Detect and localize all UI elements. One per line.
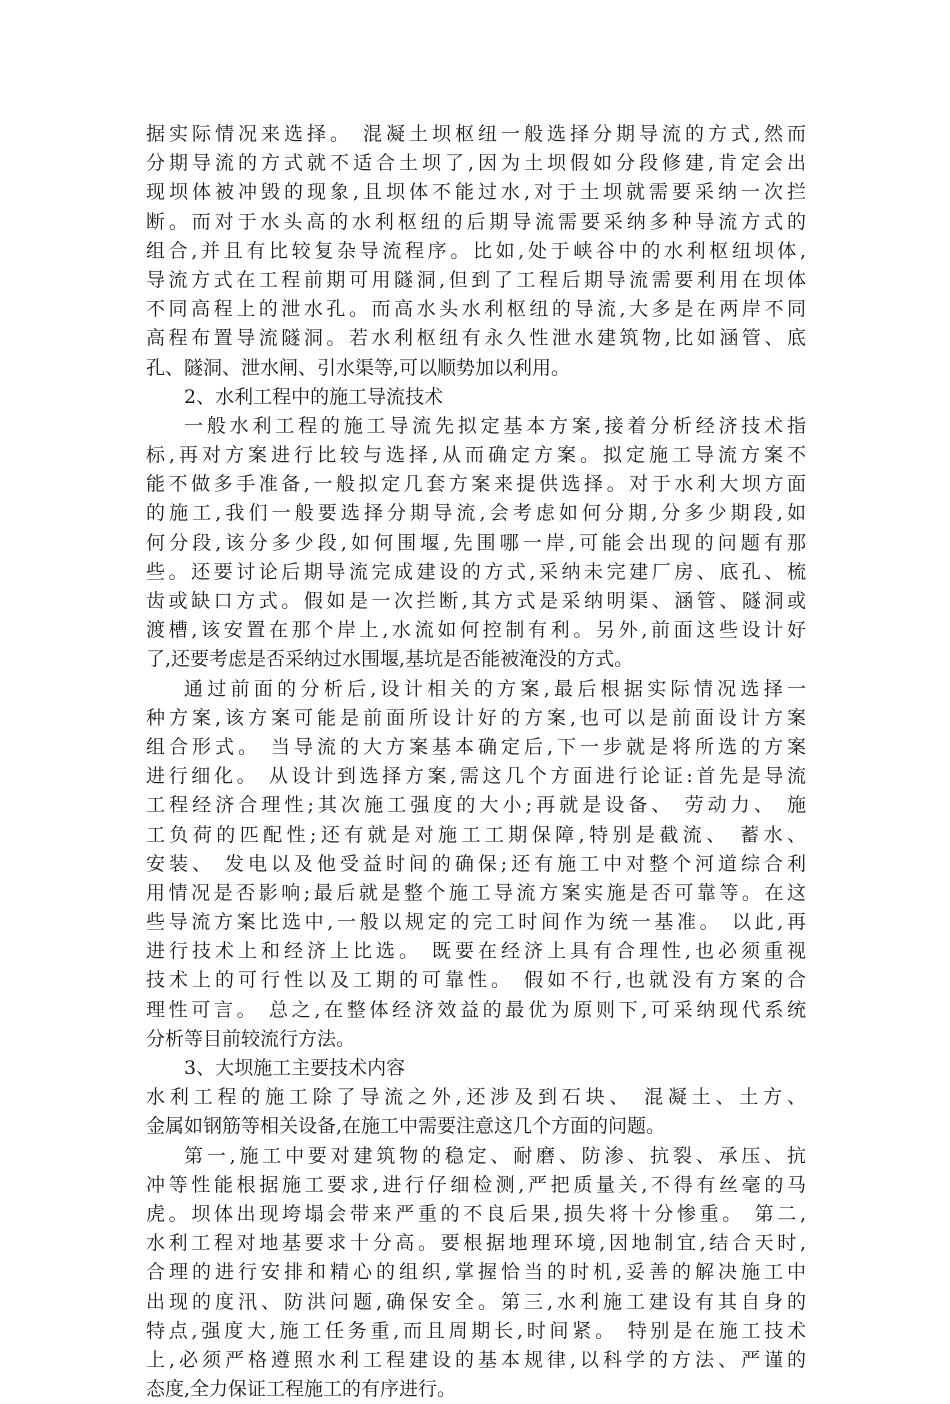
- text-line: 技术上的可行性以及工期的可靠性。 假如不行,也就没有方案的合: [146, 969, 806, 992]
- text-line: 分析等目前较流行方法。: [146, 1027, 356, 1050]
- text-line: 组合形式。 当导流的大方案基本确定后,下一步就是将所选的方案: [146, 735, 806, 758]
- text-line: 进行细化。 从设计到选择方案,需这几个方面进行论证:首先是导流: [146, 765, 806, 788]
- text-line: 工负荷的匹配性;还有就是对施工工期保障,特别是截流、 蓄水、: [146, 823, 806, 846]
- text-line: 能不做多手准备,一般拟定几套方案来提供选择。对于水利大坝方面: [146, 473, 806, 496]
- text-line: 态度,全力保证工程施工的有序进行。: [146, 1378, 457, 1401]
- text-line: 组合,并且有比较复杂导流程序。比如,处于峡谷中的水利枢纽坝体,: [146, 239, 806, 262]
- text-line: 据实际情况来选择。 混凝土坝枢纽一般选择分期导流的方式,然而: [146, 123, 806, 145]
- text-line: 冲等性能根据施工要求,进行仔细检测,严把质量关,不得有丝毫的马: [146, 1173, 806, 1196]
- text-line: 通过前面的分析后,设计相关的方案,最后根据实际情况选择一: [184, 677, 806, 700]
- paragraph: [146, 383, 806, 412]
- text-line: 水利工程的施工除了导流之外,还涉及到石块、 混凝土、土方、: [146, 1086, 806, 1109]
- text-line: 合理的进行安排和精心的组织,掌握恰当的时机,妥善的解决施工中: [146, 1261, 806, 1284]
- paragraph: [146, 412, 806, 675]
- text-line: 的施工,我们一般要选择分期导流,会考虑如何分期,分多少期段,如: [146, 502, 806, 525]
- text-line: 虎。坝体出现垮塌会带来严重的不良后果,损失将十分惨重。 第二,: [146, 1202, 806, 1225]
- text-line: 用情况是否影响;最后就是整个施工导流方案实施是否可靠等。在这: [146, 881, 806, 904]
- text-line: 3、大坝施工主要技术内容: [184, 1057, 406, 1079]
- text-line: 高程布置导流隧洞。若水利枢纽有永久性泄水建筑物,比如涵管、底: [146, 327, 806, 350]
- text-line: 标,再对方案进行比较与选择,从而确定方案。拟定施工导流方案不: [146, 444, 806, 467]
- paragraph: [146, 675, 806, 1054]
- text-line: 种方案,该方案可能是前面所设计好的方案,也可以是前面设计方案: [146, 706, 806, 729]
- text-line: 一般水利工程的施工导流先拟定基本方案,接着分析经济技术指: [184, 414, 806, 437]
- text-line: 2、水利工程中的施工导流技术: [184, 385, 444, 408]
- text-line: 上,必须严格遵照水利工程建设的基本规律,以科学的方法、严谨的: [146, 1348, 806, 1371]
- text-line: 特点,强度大,施工任务重,而且周期长,时间紧。 特别是在施工技术: [146, 1319, 806, 1342]
- text-line: 金属如钢筋等相关设备,在施工中需要注意这几个方面的问题。: [146, 1115, 666, 1138]
- text-line: 第一,施工中要对建筑物的稳定、耐磨、防渗、抗裂、承压、抗: [184, 1144, 806, 1167]
- text-line: 些。还要讨论后期导流完成建设的方式,采纳未完建厂房、底孔、梳: [146, 560, 806, 583]
- text-line: 何分段,该分多少段,如何围堰,先围哪一岸,可能会出现的问题有那: [146, 531, 806, 554]
- text-line: 进行技术上和经济上比选。 既要在经济上具有合理性,也必须重视: [146, 940, 806, 963]
- text-line: 水利工程对地基要求十分高。要根据地理环境,因地制宜,结合天时,: [146, 1232, 806, 1255]
- text-line: 安装、 发电以及他受益时间的确保;还有施工中对整个河道综合利: [146, 852, 806, 875]
- document-page: [146, 120, 806, 1404]
- text-line: 了,还要考虑是否采纳过水围堰,基坑是否能被淹没的方式。: [146, 648, 634, 671]
- text-line: 出现的度汛、防洪问题,确保安全。第三,水利施工建设有其自身的: [146, 1290, 806, 1313]
- text-line: 不同高程上的泄水孔。而高水头水利枢纽的导流,大多是在两岸不同: [146, 298, 806, 321]
- text-line: 分期导流的方式就不适合土坝了,因为土坝假如分段修建,肯定会出: [146, 152, 806, 175]
- text-line: 孔、隧洞、泄水闸、引水渠等,可以顺势加以利用。: [146, 356, 571, 379]
- text-line: 工程经济合理性;其次施工强度的大小;再就是设备、 劳动力、 施: [146, 794, 806, 817]
- paragraph: [146, 1142, 806, 1404]
- text-line: 断。而对于水头高的水利枢纽的后期导流需要采纳多种导流方式的: [146, 210, 806, 233]
- paragraph: [146, 120, 806, 383]
- paragraph: [146, 1054, 806, 1083]
- text-line: 导流方式在工程前期可用隧洞,但到了工程后期导流需要利用在坝体: [146, 268, 806, 291]
- text-line: 理性可言。 总之,在整体经济效益的最优为原则下,可采纳现代系统: [146, 998, 806, 1021]
- paragraph: [146, 1083, 806, 1141]
- text-line: 些导流方案比选中,一般以规定的完工时间作为统一基准。 以此,再: [146, 911, 806, 934]
- text-line: 现坝体被冲毁的现象,且坝体不能过水,对于土坝就需要采纳一次拦: [146, 181, 806, 204]
- text-line: 渡槽,该安置在那个岸上,水流如何控制有利。另外,前面这些设计好: [146, 619, 806, 642]
- text-line: 齿或缺口方式。假如是一次拦断,其方式是采纳明渠、涵管、隧洞或: [146, 590, 806, 612]
